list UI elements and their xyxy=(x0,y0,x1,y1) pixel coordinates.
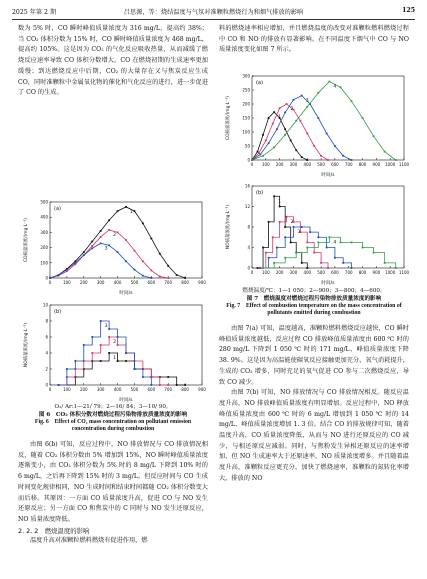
data-point xyxy=(142,275,144,277)
x-tick-label: 200 xyxy=(79,387,88,392)
data-point xyxy=(351,241,353,243)
x-tick-label: 300 xyxy=(96,387,105,392)
data-point xyxy=(328,81,330,83)
figure-7a-chart xyxy=(222,70,410,180)
y-tick-label: 500 xyxy=(40,199,48,205)
data-point xyxy=(293,226,295,228)
page-number: 125 xyxy=(402,7,415,14)
data-point xyxy=(176,274,178,276)
data-point xyxy=(395,267,397,269)
figure-6-caption xyxy=(18,404,208,434)
data-point xyxy=(74,262,76,264)
data-point xyxy=(167,277,169,279)
x-axis-label: 时间/s xyxy=(321,173,335,178)
figure-7-caption xyxy=(219,288,409,318)
data-point xyxy=(91,352,93,354)
data-point xyxy=(268,117,270,119)
data-point xyxy=(125,239,127,241)
issue-label: 2025 年第 2 期 xyxy=(12,9,57,16)
data-point xyxy=(301,262,303,264)
x-tick-label: 900 xyxy=(198,387,206,392)
series-label: 1 xyxy=(278,115,282,121)
data-point xyxy=(142,260,144,262)
data-point xyxy=(259,267,261,269)
data-point xyxy=(150,270,152,272)
figure-6-caption-en: Fig. 6 Effect of CO₂ mass concentration on pollutant emission concentration during combustion xyxy=(34,419,192,433)
data-point xyxy=(395,159,397,161)
x-tick-label: 700 xyxy=(164,387,173,392)
paragraph: 由图 7(b) 可知，NO 排放情况与 CO 排放情况相反。随反应温度升高，NO 排放峰值质量浓度有明显增加。反应过程中，NO 释放峰值质量浓度由 600 ℃ 时的 6 mg/L 增加到 1 050 ℃ 时的 14 mg/L，峰值质量浓度增加 1. 3 倍。结合 CO 的排放规律可知，随着温度升高，CO 质量浓度降低，从而与 NO 进行还原反应的 CO 减少，与相还原反应减弱。同时，与焦粉发生异相还原反应的速率增加，但 NO 生成速率大于还原速率，NO 质量浓度增多。并且随着温度升高，准颗粒反应更充分，加快了燃烧速率，准颗粒的氮转化率增大，排放的 NO xyxy=(219,389,409,482)
series-label: 3 xyxy=(297,230,301,235)
y-tick-label: 4 xyxy=(45,350,48,356)
data-point xyxy=(290,241,292,243)
data-point xyxy=(351,100,353,102)
series-label: 2 xyxy=(113,232,117,238)
series-label: 2 xyxy=(290,107,294,112)
data-point xyxy=(301,226,303,228)
x-tick-label: 0 xyxy=(48,387,52,392)
data-point xyxy=(251,159,253,161)
figure-7-caption-en: Fig. 7 Effect of combustion temperature on the mass concentration of pollutants emitted during combustion xyxy=(226,303,402,317)
y-axis-label: CO质量浓度/(mg·L⁻¹) xyxy=(24,218,29,262)
data-point xyxy=(351,267,353,269)
data-point xyxy=(142,376,144,378)
x-tick-label: 200 xyxy=(275,162,284,167)
series-label: 2 xyxy=(290,219,294,225)
data-point xyxy=(317,92,319,94)
data-point xyxy=(184,277,186,279)
series-label: 1 xyxy=(278,199,282,205)
data-point xyxy=(125,352,127,354)
paragraph: 料的燃烧速率相应增加，并且燃烧温度的改变对准颗粒燃料燃烧过程中 CO 和 NO 的排放有显著影响。在不同温度下烟气中 CO 与 NO 质量浓度变化如图 7 所示。 xyxy=(219,25,409,54)
y-tick-label: 200 xyxy=(242,101,250,107)
x-tick-label: 100 xyxy=(63,280,71,285)
x-tick-label: 1000 xyxy=(385,270,396,275)
figure-6-caption-cn: 图 6 CO₂ 体积分数对燃烧过程污染物排放质量浓度的影响 xyxy=(38,411,188,418)
data-point xyxy=(384,151,386,153)
data-point xyxy=(295,120,297,122)
data-point xyxy=(268,142,270,144)
x-tick-label: 400 xyxy=(113,387,122,392)
y-tick-label: 12 xyxy=(244,204,250,209)
data-point xyxy=(284,112,286,114)
data-point xyxy=(286,216,288,218)
data-point xyxy=(326,247,328,249)
data-point xyxy=(125,206,127,208)
data-point xyxy=(373,252,375,254)
data-point xyxy=(184,384,186,386)
data-point xyxy=(362,247,364,249)
data-point xyxy=(284,128,286,130)
data-point xyxy=(342,262,344,264)
y-tick-label: 100 xyxy=(40,260,48,266)
data-point xyxy=(279,221,281,223)
data-point xyxy=(362,117,364,119)
y-tick-label: 0 xyxy=(247,157,250,163)
series-label: 1 xyxy=(130,209,133,215)
x-tick-label: 600 xyxy=(331,270,339,275)
x-tick-label: 800 xyxy=(358,162,367,167)
data-point xyxy=(340,241,342,243)
data-point xyxy=(125,360,127,362)
data-point xyxy=(262,247,264,249)
series-line xyxy=(252,104,328,160)
y-tick-label: 150 xyxy=(242,115,250,121)
data-point xyxy=(295,252,297,254)
paragraph: 由图 7(a) 可知，温度越高，准颗粒燃料燃烧反应越快，CO 瞬时峰值质量浓度越低，反应过程 CO 排放峰值质量浓度由 600 ℃ 时的 280 mg/L 下降到 1 050 ℃ 时的 171 mg/L，峰值质量浓度下降 38. 9%。这是因为高温能使碳氧反应接触更加充分，氧气消耗提升，生成的 CO₂ 增多，同时充足的氧气促进 CO 参与二次燃烧反应，导致 CO 减少。 xyxy=(219,325,409,386)
x-tick-label: 0 xyxy=(250,162,254,167)
y-tick-label: 200 xyxy=(40,245,48,251)
series-line xyxy=(263,237,396,268)
panel-label: (a) xyxy=(256,80,263,86)
data-point xyxy=(342,155,344,157)
data-point xyxy=(306,267,308,269)
data-point xyxy=(326,133,328,135)
data-point xyxy=(66,269,68,271)
x-tick-label: 900 xyxy=(372,162,381,167)
data-point xyxy=(262,155,264,157)
data-point xyxy=(117,232,119,234)
data-point xyxy=(373,135,375,137)
y-tick-label: 0 xyxy=(45,382,48,388)
data-point xyxy=(273,111,275,113)
series-label: 4 xyxy=(333,84,337,90)
data-point xyxy=(317,241,319,243)
panel-label: (b) xyxy=(256,190,264,196)
data-point xyxy=(351,159,353,161)
x-tick-label: 800 xyxy=(358,270,367,275)
data-point xyxy=(58,274,60,276)
paragraph: 由图 6(b) 可知，反应过程中，NO 排放情况与 CO 排放情况相反，随着 CO₂ 体积分数由 5% 增加到 15%，NO 瞬时峰值质量浓度逐渐变小，由 CO₂ 体积分数为 5% 时的 8 mg/L 下降到 10% 时的 6 mg/L，之后再下降到 15% 时的 3 mg/L。但反应时间与 CO 生成时间变化规律相同，NO 生成时间和结束时间都随 CO₂ 体积分数变大而后移。其原因：一方面 CO 质量浓度升高，促进 CO 与 NO 发生还原反应；另一方面 CO 和焦炭中的 C 同时与 NO 发生还原反应，NO 质量浓度降低。 xyxy=(18,441,208,523)
data-point xyxy=(293,99,295,101)
data-point xyxy=(327,267,329,269)
data-point xyxy=(159,384,161,386)
x-axis-label: 时间/s xyxy=(321,281,335,286)
series-line xyxy=(252,96,351,160)
data-point xyxy=(276,128,278,130)
data-point xyxy=(328,236,330,238)
x-tick-label: 600 xyxy=(147,280,156,285)
data-point xyxy=(273,147,275,149)
data-point xyxy=(150,238,152,240)
x-tick-label: 400 xyxy=(303,162,312,167)
series-label: 4 xyxy=(333,240,337,246)
data-point xyxy=(91,245,93,247)
section-heading: 2. 2. 2 燃烧温度的影响 xyxy=(18,526,90,535)
series-line xyxy=(58,321,151,385)
figure-6-legend: O₂/ Ar:1—21/ 79；2—16/ 84；3—10/ 90。 xyxy=(54,404,172,410)
data-point xyxy=(117,360,119,362)
running-title: 吕思源，等：烧结温度与气氛对准颗粒燃烧行为和烟气排放的影响 xyxy=(123,9,304,16)
data-point xyxy=(340,86,342,88)
x-tick-label: 700 xyxy=(164,280,173,285)
data-point xyxy=(83,344,85,346)
paragraph: 数为 5% 时，CO 瞬时峰值质量浓度为 316 mg/L，提高约 38%；当 CO₂ 体积分数为 15% 时，CO 瞬时峰值质量浓度为 468 mg/L，提高约 105%。这是因为 CO₂ 的气化反应吸收热量，从而减缓了燃烧反应速率导致 CO 体积分数增大。CO 在燃烧初期的生成速率更加缓慢；到达燃烧反应中后期，CO₂ 的大量存在又与焦炭反应生成 CO，同时准颗粒中金属氧化物的催化和气化反应的进行，进一步促进了 CO 的生成。 xyxy=(18,25,208,97)
data-point xyxy=(100,242,102,244)
x-tick-label: 900 xyxy=(198,280,206,285)
figure-6a-chart xyxy=(20,196,208,298)
x-tick-label: 100 xyxy=(63,387,71,392)
data-point xyxy=(58,384,60,386)
data-point xyxy=(117,344,119,346)
data-point xyxy=(100,230,102,232)
x-tick-label: 100 xyxy=(261,162,270,167)
x-tick-label: 600 xyxy=(331,162,339,167)
data-point xyxy=(150,384,152,386)
data-point xyxy=(317,117,319,119)
data-point xyxy=(100,360,102,362)
x-tick-label: 0 xyxy=(250,270,254,275)
data-point xyxy=(268,257,270,259)
data-point xyxy=(108,328,110,330)
x-tick-label: 1000 xyxy=(385,162,396,167)
data-point xyxy=(313,252,315,254)
x-tick-label: 900 xyxy=(372,270,381,275)
data-point xyxy=(49,277,51,279)
data-point xyxy=(306,106,308,108)
x-axis-label: 时间/s xyxy=(119,291,133,296)
data-point xyxy=(74,360,76,362)
data-point xyxy=(334,145,336,147)
y-tick-label: 250 xyxy=(242,87,250,93)
x-tick-label: 500 xyxy=(130,280,139,285)
data-point xyxy=(142,222,144,224)
data-point xyxy=(108,352,110,354)
x-tick-label: 800 xyxy=(181,280,189,285)
y-tick-label: 2 xyxy=(45,366,48,372)
data-point xyxy=(134,368,136,370)
data-point xyxy=(272,123,274,125)
plot-frame xyxy=(252,186,404,268)
x-tick-label: 500 xyxy=(317,270,325,275)
data-point xyxy=(279,206,281,208)
data-point xyxy=(108,244,110,246)
x-tick-label: 1100 xyxy=(398,270,410,275)
series-label: 3 xyxy=(305,98,309,104)
figure-7b-chart xyxy=(222,180,410,288)
x-tick-label: 500 xyxy=(130,387,139,392)
data-point xyxy=(306,133,308,135)
data-point xyxy=(273,262,275,264)
figure-6b-chart xyxy=(20,299,208,405)
data-point xyxy=(327,159,329,161)
x-tick-label: 400 xyxy=(303,270,312,275)
data-point xyxy=(117,210,119,212)
data-point xyxy=(108,219,110,221)
data-point xyxy=(313,145,315,147)
right-column xyxy=(219,24,409,56)
x-axis-label: 时间/s xyxy=(119,398,133,403)
series-label: 2 xyxy=(113,340,117,345)
data-point xyxy=(301,95,303,97)
data-point xyxy=(290,140,292,142)
data-point xyxy=(83,254,85,256)
data-point xyxy=(265,140,267,142)
data-point xyxy=(284,257,286,259)
right-column-lower xyxy=(219,324,409,485)
data-point xyxy=(134,250,136,252)
y-tick-label: 8 xyxy=(247,224,250,230)
data-point xyxy=(279,107,281,109)
y-tick-label: 50 xyxy=(244,143,250,149)
data-point xyxy=(66,368,68,370)
paragraph: 温度升高对准颗粒燃料燃烧有促进作用，燃 xyxy=(30,537,148,545)
running-header xyxy=(12,7,415,20)
data-point xyxy=(262,267,264,269)
data-point xyxy=(159,276,161,278)
data-point xyxy=(284,226,286,228)
y-tick-label: 300 xyxy=(242,73,250,79)
y-tick-label: 4 xyxy=(247,245,250,250)
y-axis-label: NO质量浓度/(mg·L⁻¹) xyxy=(24,322,29,368)
x-tick-label: 1100 xyxy=(398,162,410,167)
data-point xyxy=(108,229,110,231)
y-tick-label: 10 xyxy=(42,302,48,308)
y-tick-label: 0 xyxy=(45,275,48,281)
y-axis-label: NO质量浓度/(mg·L⁻¹) xyxy=(226,204,231,250)
data-point xyxy=(134,210,136,212)
x-tick-label: 700 xyxy=(344,162,353,167)
y-tick-label: 6 xyxy=(45,334,48,340)
data-point xyxy=(268,221,270,223)
x-tick-label: 400 xyxy=(113,280,122,285)
x-tick-label: 300 xyxy=(289,270,298,275)
x-tick-label: 0 xyxy=(48,280,52,285)
x-tick-label: 300 xyxy=(96,280,105,285)
data-point xyxy=(150,277,152,279)
series-line xyxy=(50,243,151,278)
data-point xyxy=(117,336,119,338)
x-tick-label: 700 xyxy=(344,270,353,275)
y-tick-label: 0 xyxy=(247,265,250,271)
y-tick-label: 300 xyxy=(40,229,48,235)
x-tick-label: 100 xyxy=(261,270,270,275)
data-point xyxy=(295,149,297,151)
data-point xyxy=(273,195,275,197)
left-column-lower xyxy=(18,440,208,547)
y-tick-label: 400 xyxy=(40,214,48,220)
series-label: 3 xyxy=(104,246,108,252)
data-point xyxy=(91,336,93,338)
data-point xyxy=(262,134,264,136)
left-column xyxy=(18,24,208,99)
data-point xyxy=(309,231,311,233)
x-tick-label: 300 xyxy=(289,162,298,167)
y-tick-label: 16 xyxy=(244,183,250,189)
series-label: 1 xyxy=(113,356,117,361)
data-point xyxy=(320,262,322,264)
data-point xyxy=(91,241,93,243)
data-point xyxy=(117,251,119,253)
data-point xyxy=(83,251,85,253)
y-axis-label: CO质量浓度/(mg·L⁻¹) xyxy=(226,96,231,140)
panel-label: (a) xyxy=(54,206,61,212)
figure-7-caption-cn: 图 7 燃烧温度对燃烧过程污染物排放质量浓度的影响 xyxy=(246,295,382,302)
x-tick-label: 800 xyxy=(181,387,189,392)
data-point xyxy=(100,344,102,346)
data-point xyxy=(108,336,110,338)
x-tick-label: 600 xyxy=(147,387,156,392)
y-tick-label: 100 xyxy=(242,129,250,135)
data-point xyxy=(317,236,319,238)
data-point xyxy=(125,260,127,262)
series-line xyxy=(260,227,351,268)
data-point xyxy=(334,257,336,259)
data-point xyxy=(91,247,93,249)
data-point xyxy=(259,154,261,156)
data-point xyxy=(286,103,288,105)
x-tick-label: 200 xyxy=(275,270,284,275)
x-tick-label: 200 xyxy=(79,280,88,285)
data-point xyxy=(301,156,303,158)
data-point xyxy=(265,252,267,254)
data-point xyxy=(384,262,386,264)
panel-label: (b) xyxy=(54,309,62,315)
data-point xyxy=(284,236,286,238)
data-point xyxy=(134,269,136,271)
data-point xyxy=(100,236,102,238)
data-point xyxy=(167,376,169,378)
data-point xyxy=(320,155,322,157)
y-tick-label: 8 xyxy=(45,318,48,324)
data-point xyxy=(306,247,308,249)
data-point xyxy=(299,120,301,122)
data-point xyxy=(276,247,278,249)
series-label: 3 xyxy=(104,324,108,329)
data-point xyxy=(272,236,274,238)
data-point xyxy=(167,265,169,267)
data-point xyxy=(284,134,286,136)
data-point xyxy=(167,384,169,386)
x-tick-label: 500 xyxy=(317,162,325,167)
data-point xyxy=(306,159,308,161)
data-point xyxy=(159,253,161,255)
data-point xyxy=(306,241,308,243)
data-point xyxy=(100,320,102,322)
data-point xyxy=(176,384,178,386)
figure-7-legend: 燃烧温度/℃：1—1 050；2—900；3—800；4—600。 xyxy=(242,288,386,294)
